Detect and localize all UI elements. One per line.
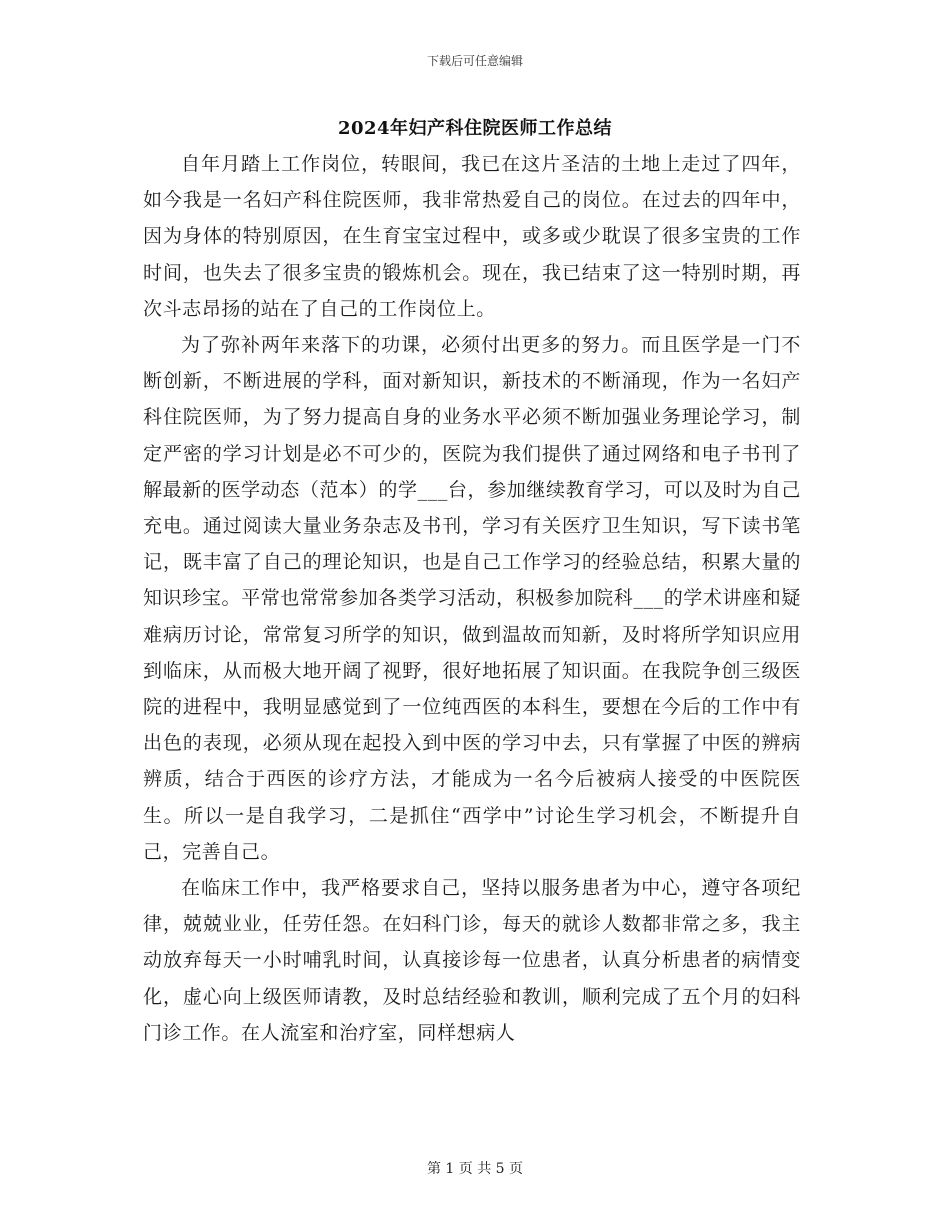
paragraph-2: 为了弥补两年来落下的功课，必须付出更多的努力。而且医学是一门不断创新，不断进展的学科，面对新知识，新技术的不断涌现，作为一名妇产科住院医师，为了努力提高自身的业务水平必须不断加强业务理论学习，制定严密的学习计划是必不可少的，医院为我们提供了通过网络和电子书刊了解最新的医学动态（范本）的学___台，参加继续教育学习，可以及时为自己充电。通过阅读大量业务杂志及书刊，学习有关医疗卫生知识，写下读书笔记，既丰富了自己的理论知识，也是自己工作学习的经验总结，积累大量的知识珍宝。平常也常常参加各类学习活动，积极参加院科___的学术讲座和疑难病历讨论，常常复习所学的知识，做到温故而知新，及时将所学知识应用到临床，从而极大地开阔了视野，很好地拓展了知识面。在我院争创三级医院的进程中，我明显感觉到了一位纯西医的本科生，要想在今后的工作中有出色的表现，必须从现在起投入到中医的学习中去，只有掌握了中医的辨病辨质，结合于西医的诊疗方法，才能成为一名今后被病人接受的中医院医生。所以一是自我学习，二是抓住“西学中”讨论生学习机会，不断提升自己，完善自己。 xyxy=(143,334,801,863)
document-title: 2024年妇产科住院医师工作总结 xyxy=(337,118,613,139)
page-header-note: 下载后可任意编辑 xyxy=(426,54,523,68)
page-number: 第 1 页 共 5 页 xyxy=(426,1161,524,1177)
paragraph-3: 在临床工作中，我严格要求自己，坚持以服务患者为中心，遵守各项纪律，兢兢业业，任劳任怨。在妇科门诊，每天的就诊人数都非常之多，我主动放弃每天一小时哺乳时间，认真接诊每一位患者，认真分析患者的病情变化，虚心向上级医师请教，及时总结经验和教训，顺利完成了五个月的妇科门诊工作。在人流室和治疗室，同样想病人 xyxy=(143,877,801,1044)
document-body xyxy=(143,146,801,1051)
paragraph-1: 自年月踏上工作岗位，转眼间，我已在这片圣洁的土地上走过了四年，如今我是一名妇产科住院医师，我非常热爱自己的岗位。在过去的四年中，因为身体的特别原因，在生育宝宝过程中，或多或少耽误了很多宝贵的工作时间，也失去了很多宝贵的锻炼机会。现在，我已结束了这一特别时期，再次斗志昂扬的站在了自己的工作岗位上。 xyxy=(143,153,801,320)
